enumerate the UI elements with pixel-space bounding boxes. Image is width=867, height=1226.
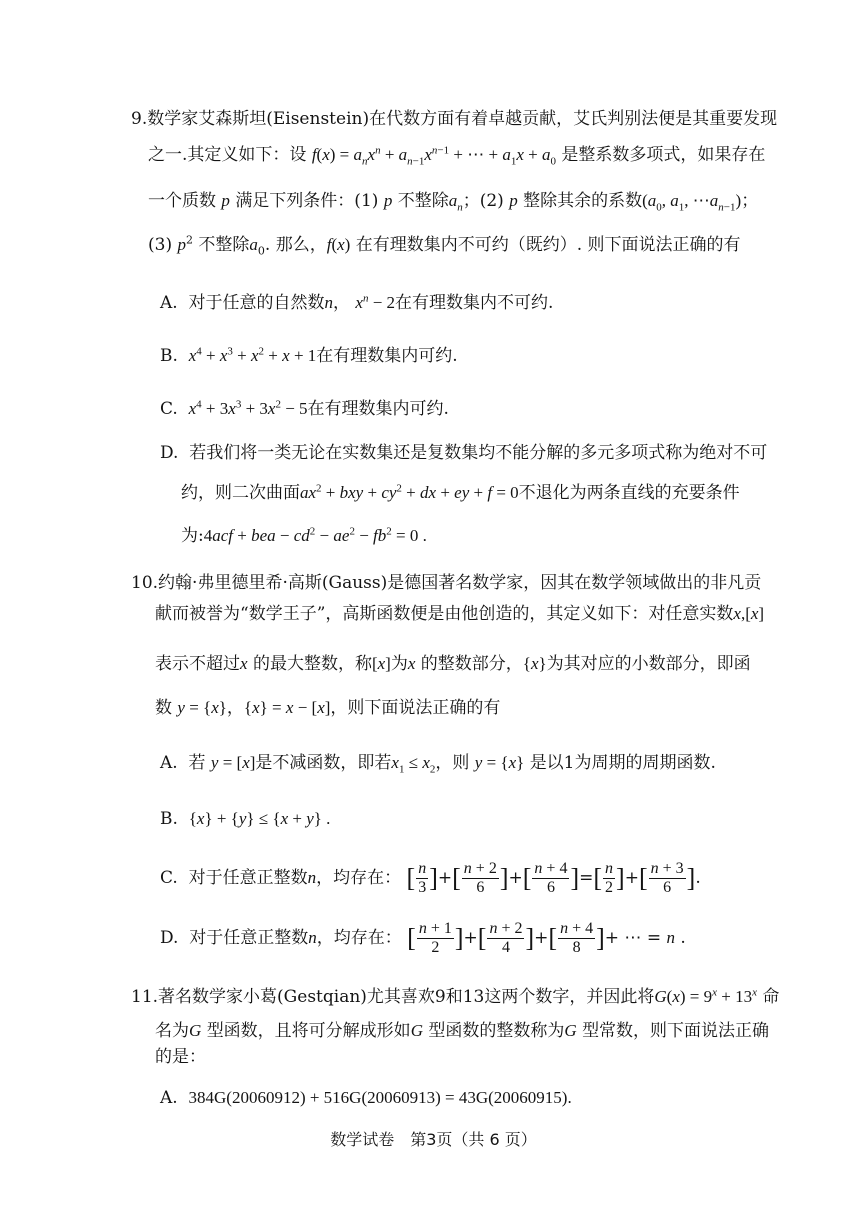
q9-line-3: 一个质数 p 满足下列条件：(1) p 不整除$a_n$；(2) p 整除其余的系数($a_0$, $a_1$, $\cdots a_{n-1}$)； (148, 191, 759, 214)
polynomial-definition: $f(x) = a_nx^n + a_{n-1}x^{n-1}$ + ⋯ + $a_1x + a_0$ (311, 144, 556, 168)
page-footer: 数学试卷 第3页（共 6 页） (330, 1130, 537, 1149)
q9-number: 9. (131, 109, 148, 129)
q10-option-c: C. 对于任意正整数n，均存在： [ $\frac{n}{3}$ ]+[ $\frac{n + 2}{6}$ ]+[ $\frac{n + 4}{6}$ ]=[ $\frac{n}{2}$ ]+[ $\frac{n + 3}{6}$ ]. (160, 860, 701, 896)
q11-number: 11. (131, 987, 159, 1007)
q9-option-c: C. $x^4 + 3x^3 + 3x^2 - 5$在有理数集内可约. (160, 398, 449, 419)
q9-option-d-line-2: 约，则二次曲面$ax^2$ + bxy + $cy^2$ + dx + ey + f = 0不退化为两条直线的充要条件 (181, 482, 740, 503)
q9-option-d-line-3: 为:4acf + bea − $cd^2 - ae^2 - fb^2 = 0$ . (181, 525, 427, 546)
q9-option-a: A. 对于任意的自然数n， $x^n - 2$在有理数集内不可约. (160, 292, 554, 313)
q9-option-b: B. $x^4 + x^3 + x^2 + x + 1$在有理数集内可约. (160, 345, 458, 366)
q10-option-d: D. 对于任意正整数n，均存在： [ $\frac{n + 1}{2}$ ]+[ $\frac{n + 2}{4}$ ]+[ $\frac{n + 4}{8}$ ]+ ⋯ = n . (160, 920, 686, 956)
q9-line-1: 9.数学家艾森斯坦(Eisenstein)在代数方面有着卓越贡献，艾氏判别法便是其重要发现 (131, 109, 778, 129)
q10-option-b: B. {x} + {y} ≤ {x + y} . (160, 809, 331, 829)
q10-line-4: 数 y = {x}，{x} = x − [x]，则下面说法正确的有 (155, 698, 501, 718)
q10-option-a: A. 若 y = [x]是不减函数，即若$x_1 \le x_2$，则 y = {x} 是以1为周期的周期函数. (160, 753, 716, 776)
q10-line-3: 表示不超过x 的最大整数，称[x]为x 的整数部分，{x}为其对应的小数部分，即函 (155, 654, 751, 674)
q9-line-4: (3) $p^2$ 不整除$a_0$. 那么，f(x) 在有理数集内不可约（既约）. 则下面说法正确的有 (148, 233, 741, 258)
q9-option-d: D. 若我们将一类无论在实数集还是复数集均不能分解的多元多项式称为绝对不可 (160, 443, 768, 463)
q11-line-2: 名为G 型函数，且将可分解成形如G 型函数的整数称为G 型常数，则下面说法正确 (155, 1021, 770, 1041)
q9-line-2: 之一.其定义如下：设 $f(x) = a_nx^n + a_{n-1}x^{n-1}$ + ⋯ + $a_1x + a_0$ 是整系数多项式，如果存在 (148, 144, 766, 168)
q11-line-1: 11.著名数学家小葛(Gestqian)尤其喜欢9和13这两个数字，并因此将$G(x) = 9^x + 13^x$ 命 (131, 986, 780, 1007)
q10-line-2: 献而被誉为“数学王子”，高斯函数便是由他创造的，其定义如下：对任意实数x,[x] (155, 604, 765, 624)
q11-line-3: 的是： (155, 1047, 206, 1067)
q10-number: 10. (131, 573, 159, 593)
q11-option-a: A. 384G(20060912) + 516G(20060913) = 43G(20060915). (160, 1088, 572, 1108)
q10-line-1: 10.约翰·弗里德里希·高斯(Gauss)是德国著名数学家，因其在数学领域做出的非凡贡 (131, 573, 762, 593)
